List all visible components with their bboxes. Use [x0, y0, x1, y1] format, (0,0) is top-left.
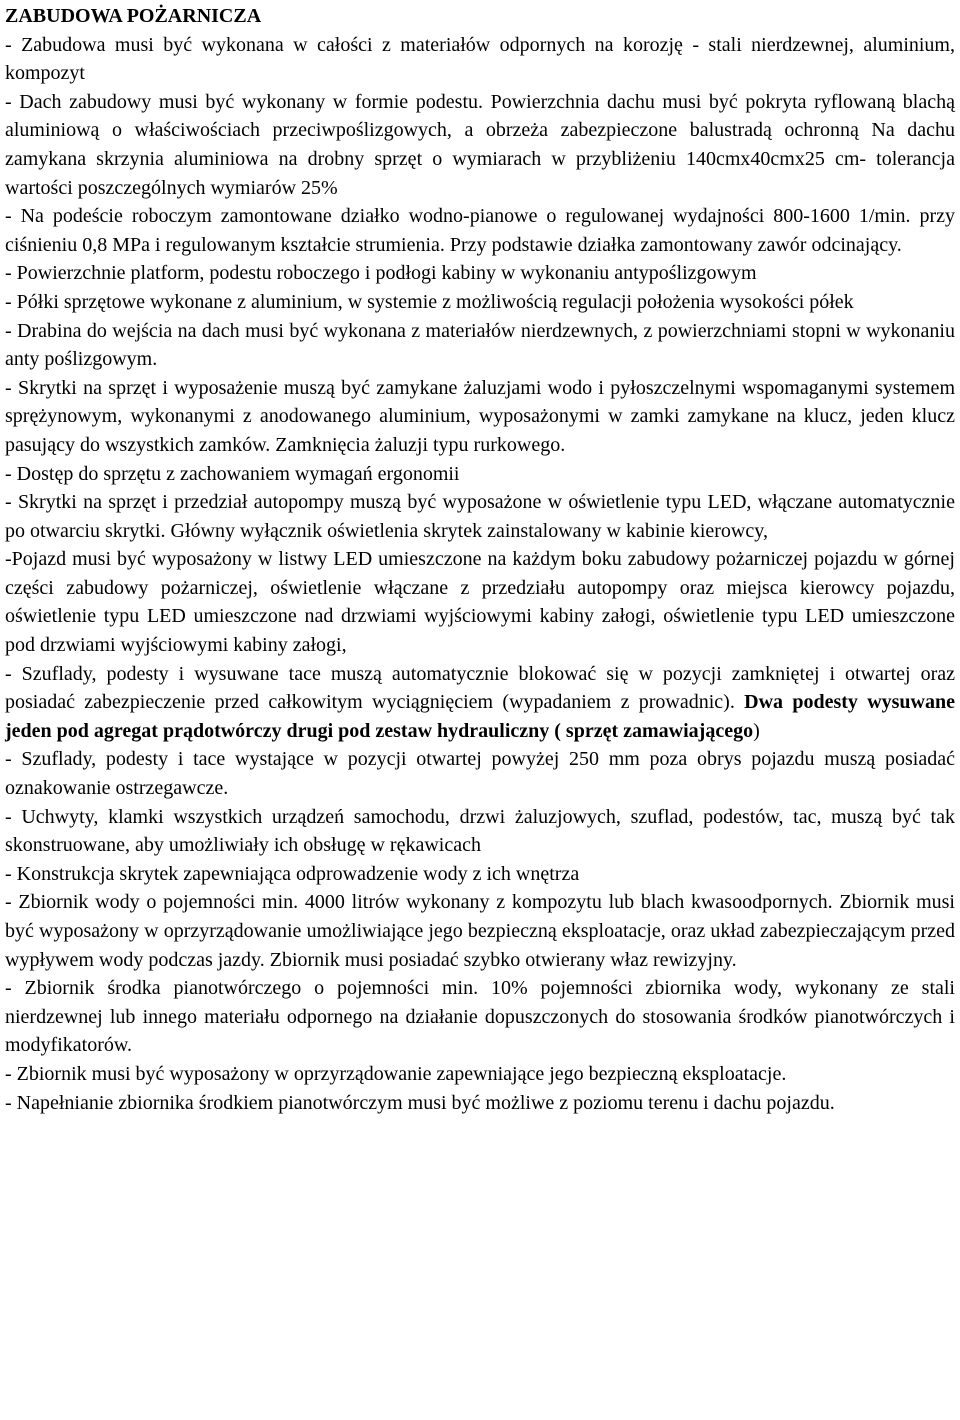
paragraph-foam-filling: - Napełnianie zbiornika środkiem pianotwórczym musi być możliwe z poziomu terenu i dachu pojazdu. [5, 1091, 835, 1114]
paragraph-locker-drainage: - Konstrukcja skrytek zapewniająca odprowadzenie wody z ich wnętrza [5, 862, 580, 885]
paragraph-warning-markings: - Szuflady, podesty i tace wystające w pozycji otwartej powyżej 250 mm poza obrys pojazdu muszą posiadać oznakowanie ostrzegawcze. [5, 748, 955, 800]
paragraph-water-tank: - Zbiornik wody o pojemności min. 4000 litrów wykonany z kompozytu lub blach kwasoodpornych. Zbiornik musi być wyposażony w oprzyrządowanie umożliwiające jego bezpieczną eksploatacje, oraz układ zabezpieczającym przed wypływem wody podczas jazdy. Zbiornik musi posiadać szybko otwierany właz rewizyjny. [5, 891, 955, 971]
paragraph-drawers-bold-text: Dwa podesty wysuwane jeden pod agregat prądotwórczy drugi pod zestaw hydrauliczny ( sprzęt zamawiającego [5, 691, 956, 742]
paragraph-materials: - Zabudowa musi być wykonana w całości z materiałów odpornych na korozję - stali nierdzewnej, aluminium, kompozyt [5, 33, 955, 85]
paragraph-roof: - Dach zabudowy musi być wykonany w formie podestu. Powierzchnia dachu musi być pokryta ryflowaną blachą aluminiową o właściwościach przeciwpoślizgowych, a obrzeża zabezpieczone balustradą ochronną Na dachu zamykana skrzynia aluminiowa na drobny sprzęt o wymiarach w przybliżeniu 140cmx40cmx25 cm- tolerancja wartości poszczególnych wymiarów 25% [5, 90, 955, 199]
paragraph-handles-gloves: - Uchwyty, klamki wszystkich urządzeń samochodu, drzwi żaluzjowych, szuflad, podestów, tac, muszą być tak skonstruowane, aby umożliwiały ich obsługę w rękawicach [5, 805, 955, 857]
paragraph-equipment-shelves: - Półki sprzętowe wykonane z aluminium, w systemie z możliwością regulacji położenia wysokości półek [5, 290, 854, 313]
paragraph-drawers-trays [5, 660, 955, 746]
paragraph-ergonomics: - Dostęp do sprzętu z zachowaniem wymagań ergonomii [5, 462, 460, 485]
paragraph-locker-lighting: - Skrytki na sprzęt i przedział autopompy muszą być wyposażone w oświetlenie typu LED, włączane automatycznie po otwarciu skrytki. Główny wyłącznik oświetlenia skrytek zainstalowany w kabinie kierowcy, [5, 491, 955, 542]
paragraph-lockers-shutters: - Skrytki na sprzęt i wyposażenie muszą być zamykane żaluzjami wodo i pyłoszczelnymi wspomaganymi systemem sprężynowym, wykonanymi z anodowanego aluminium, wyposażonymi w zamki zamykane na klucz, jeden klucz pasujący do wszystkich zamków. Zamknięcia żaluzji typu rurkowego. [5, 376, 955, 456]
paragraph-foam-tank: - Zbiornik środka pianotwórczego o pojemności min. 10% pojemności zbiornika wody, wykonany ze stali nierdzewnej lub innego materiału odpornego na działanie dopuszczonych do stosowania środków pianotwórczych i modyfikatorów. [5, 977, 955, 1057]
paragraph-drawers-text: - Szuflady, podesty i wysuwane tace muszą automatycznie blokować się w pozycji zamkniętej i otwartej oraz posiadać zabezpieczenie przed całkowitym wyciągnięciem (wypadaniem z prowadnic). [5, 662, 955, 714]
paragraph-roof-ladder: - Drabina do wejścia na dach musi być wykonana z materiałów nierdzewnych, z powierzchniami stopni w wykonaniu anty poślizgowym. [5, 319, 955, 371]
paragraph-led-strips: -Pojazd musi być wyposażony w listwy LED umieszczone na każdym boku zabudowy pożarniczej pojazdu w górnej części zabudowy pożarniczej, oświetlenie włączane z przedziału autopompy oraz miejsca kierowcy pojazdu, oświetlenie typu LED umieszczone nad drzwiami wyjściowymi kabiny załogi, oświetlenie typu LED umieszczone pod drzwiami wyjściowymi kabiny załogi, [5, 548, 955, 657]
document-title: ZABUDOWA POŻARNICZA [5, 5, 262, 27]
paragraph-water-foam-cannon: - Na podeście roboczym zamontowane działko wodno-pianowe o regulowanej wydajności 800-1600 1/min. przy ciśnieniu 0,8 MPa i regulowanym kształcie strumienia. Przy podstawie działka zamontowany zawór odcinający. [5, 205, 955, 256]
paragraph-anti-slip-surfaces: - Powierzchnie platform, podestu roboczego i podłogi kabiny w wykonaniu antypoślizgowym [5, 262, 757, 285]
paragraph-tank-equipment: - Zbiornik musi być wyposażony w oprzyrządowanie zapewniające jego bezpieczną eksploatacje. [5, 1062, 787, 1085]
paragraph-drawers-closing: ) [753, 719, 760, 742]
document-page [5, 2, 955, 1117]
